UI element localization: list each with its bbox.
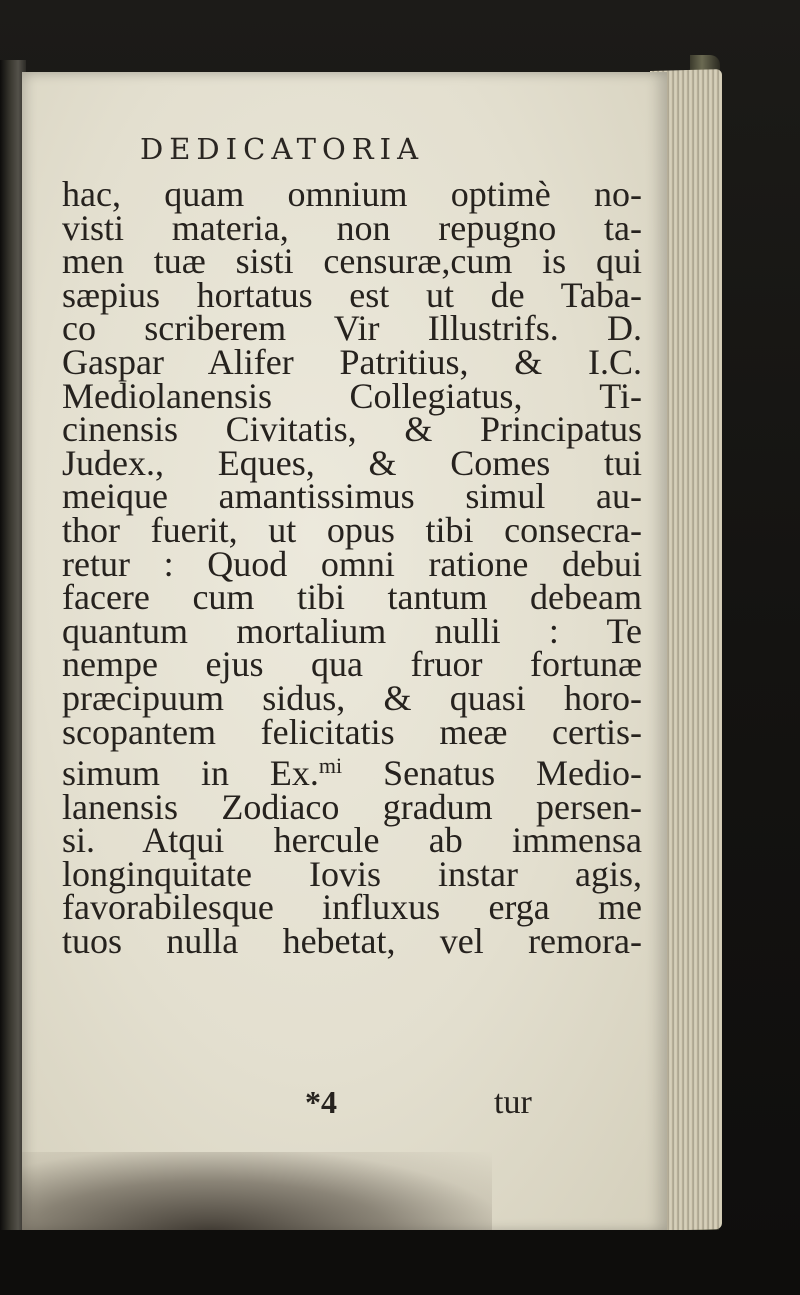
text-line-18-start: simum in Ex.: [62, 753, 319, 794]
text-line-18: [62, 749, 642, 794]
text-line-5: co scriberem Vir Illustrifs. D.: [62, 308, 642, 349]
text-line-16: præcipuum sidus, & quasi horo-: [62, 677, 642, 718]
text-line-10: meique amantissimus simul au-: [62, 476, 642, 517]
text-line-9: Judex., Eques, & Comes tui: [62, 442, 642, 483]
text-line-23: tuos nulla hebetat, vel remora-: [62, 921, 642, 962]
text-line-17: scopantem felicitatis meæ certis-: [62, 711, 642, 752]
page-footer: [22, 1084, 667, 1124]
text-line-8: cinensis Civitatis, & Principatus: [62, 409, 642, 450]
text-line-12: retur : Quod omni ratione debui: [62, 543, 642, 584]
text-line-19: lanensis Zodiaco gradum persen-: [62, 786, 642, 827]
bottom-shadow: [0, 1230, 800, 1295]
text-line-15: nempe ejus qua fruor fortunæ: [62, 644, 642, 685]
text-line-1: hac, quam omnium optimè no-: [62, 174, 642, 214]
signature-mark: *4: [305, 1084, 337, 1120]
text-line-22: favorabilesque influxus erga me: [62, 887, 642, 928]
superscript-mi: mi: [318, 753, 343, 779]
book-page: [22, 72, 667, 1232]
text-line-4: sæpius hortatus est ut de Taba-: [62, 274, 642, 315]
text-line-20: si. Atqui hercule ab immensa: [62, 820, 642, 861]
text-line-2: visti materia, non repugno ta-: [62, 207, 642, 248]
running-header: DEDICATORIA: [140, 132, 425, 166]
text-line-18-end: Senatus Medio-: [342, 753, 642, 794]
body-text: [62, 174, 642, 962]
page-stain: [22, 1152, 492, 1232]
text-line-3: men tuæ sisti censuræ,cum is qui: [62, 241, 642, 282]
text-line-11: thor fuerit, ut opus tibi consecra-: [62, 509, 642, 550]
text-line-13: facere cum tibi tantum debeam: [62, 577, 642, 618]
text-line-21: longinquitate Iovis instar agis,: [62, 853, 642, 894]
text-line-7: Mediolanensis Collegiatus, Ti-: [62, 375, 642, 416]
text-line-6: Gaspar Alifer Patritius, & I.C.: [62, 341, 642, 382]
catchword: tur: [494, 1084, 532, 1121]
text-line-14: quantum mortalium nulli : Te: [62, 610, 642, 651]
